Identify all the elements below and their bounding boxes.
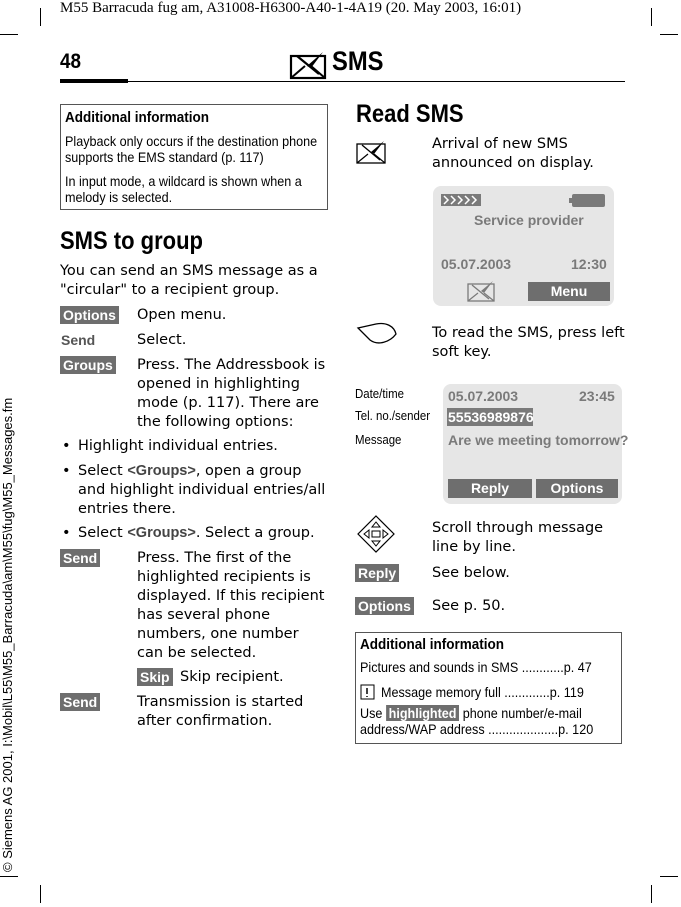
sender-number: 55536989876 xyxy=(448,409,534,425)
step-text: Press. The first of the highlighted recipients is displayed. If this recipient has several phone numbers, one number can be selected. xyxy=(137,550,325,661)
display-time: 12:30 xyxy=(571,256,607,272)
bullet-text: . Select a group. xyxy=(195,525,315,541)
message-time: 23:45 xyxy=(579,388,615,404)
groups-ref: <Groups> xyxy=(127,525,196,541)
info-line-text: Use xyxy=(360,705,386,721)
read-instruction: To read the SMS, press left soft key. xyxy=(432,325,625,360)
crop-mark xyxy=(651,8,652,26)
section-title-sms-to-group: SMS to group xyxy=(60,227,203,255)
info-box-title: Additional information xyxy=(360,636,504,653)
bullet-text: , open a group and highlight individual entries/all entries there. xyxy=(78,463,326,517)
info-line xyxy=(360,682,606,701)
additional-info-box xyxy=(60,104,328,210)
highlighted-key: highlighted xyxy=(386,705,459,721)
groups-key: Groups xyxy=(60,356,116,374)
bullet-text: Select xyxy=(78,463,128,479)
provider-name: Service provider xyxy=(474,212,584,228)
step-text: Open menu. xyxy=(137,307,227,323)
step-text: Transmission is started after confirmation. xyxy=(137,694,304,729)
sender-number-highlight xyxy=(447,408,533,426)
additional-info-box xyxy=(355,632,622,744)
step-text: See below. xyxy=(432,565,510,581)
crop-mark xyxy=(651,885,652,903)
header-title: SMS xyxy=(332,46,384,76)
send-menu-item: Send xyxy=(61,332,96,348)
options-key: Options xyxy=(60,306,119,324)
bullet-text: Highlight individual entries. xyxy=(78,438,278,454)
bullet-text: Select xyxy=(78,525,128,541)
menu-softkey[interactable]: Menu xyxy=(528,282,610,301)
info-box-para: In input mode, a wildcard is shown when a melody is selected. xyxy=(65,173,302,205)
info-box-title: Additional information xyxy=(65,109,209,126)
sms-envelope-icon xyxy=(467,280,495,302)
reply-key: Reply xyxy=(355,564,399,582)
options-softkey[interactable]: Options xyxy=(536,479,618,498)
send-key: Send xyxy=(60,693,100,711)
side-copyright: © Siemens AG 2001, I:\Mobil\L55\M55_Barracuda\am\M55\fug\M55_Messages.fm xyxy=(0,397,15,872)
crop-mark xyxy=(0,34,18,35)
running-header: M55 Barracuda fug am, A31008-H6300-A40-1-4A19 (20. May 2003, 16:01) xyxy=(60,0,522,16)
phone-display-message xyxy=(443,384,629,504)
info-box-para: Playback only occurs if the destination phone supports the EMS standard (p. 117) xyxy=(65,133,318,165)
navigation-key-icon xyxy=(356,514,396,554)
info-line xyxy=(360,705,582,721)
battery-icon xyxy=(569,194,605,207)
header-rule xyxy=(60,81,625,82)
label-sender: Tel. no./sender xyxy=(355,408,431,423)
info-line: address/WAP address ....................p. 120 xyxy=(360,721,594,737)
section-title-read-sms: Read SMS xyxy=(356,100,464,128)
signal-strength-icon xyxy=(441,194,481,206)
display-date: 05.07.2003 xyxy=(441,256,512,272)
message-text: Are we meeting tomorrow? xyxy=(448,432,629,448)
crop-mark xyxy=(660,34,678,35)
info-line-text: Message memory full .............p. 119 xyxy=(381,684,584,700)
info-line: Pictures and sounds in SMS ............p. 47 xyxy=(360,659,592,675)
crop-mark xyxy=(660,876,678,877)
step-text: See p. 50. xyxy=(432,598,506,614)
phone-display-standby xyxy=(433,186,614,306)
arrival-text: Arrival of new SMS announced on display. xyxy=(432,136,594,171)
step-text: Press. The Addressbook is opened in highlighting mode (p. 117). There are the following options: xyxy=(137,357,326,430)
options-key: Options xyxy=(355,597,414,615)
memory-full-icon xyxy=(360,684,376,700)
bullet-item xyxy=(78,437,330,456)
intro-paragraph: You can send an SMS message as a "circular" to a recipient group. xyxy=(60,263,318,298)
scroll-instruction: Scroll through message line by line. xyxy=(432,520,604,555)
reply-softkey[interactable]: Reply xyxy=(448,479,532,498)
message-date: 05.07.2003 xyxy=(448,388,519,404)
step-text: Select. xyxy=(137,332,187,348)
page-number: 48 xyxy=(60,50,82,73)
crop-mark xyxy=(0,876,18,877)
crop-mark xyxy=(40,885,41,903)
label-message: Message xyxy=(355,432,402,447)
label-date-time: Date/time xyxy=(355,386,404,401)
left-softkey-icon xyxy=(356,322,400,346)
groups-ref: <Groups> xyxy=(127,463,196,479)
info-line-text: phone number/e-mail xyxy=(459,705,582,721)
crop-mark xyxy=(40,8,41,26)
sms-envelope-icon xyxy=(356,140,386,164)
step-text: Skip recipient. xyxy=(180,669,284,685)
bullet-item xyxy=(78,524,330,543)
skip-key: Skip xyxy=(137,668,173,686)
sms-envelope-icon xyxy=(289,50,327,80)
send-key: Send xyxy=(60,549,100,567)
bullet-item xyxy=(78,462,330,519)
